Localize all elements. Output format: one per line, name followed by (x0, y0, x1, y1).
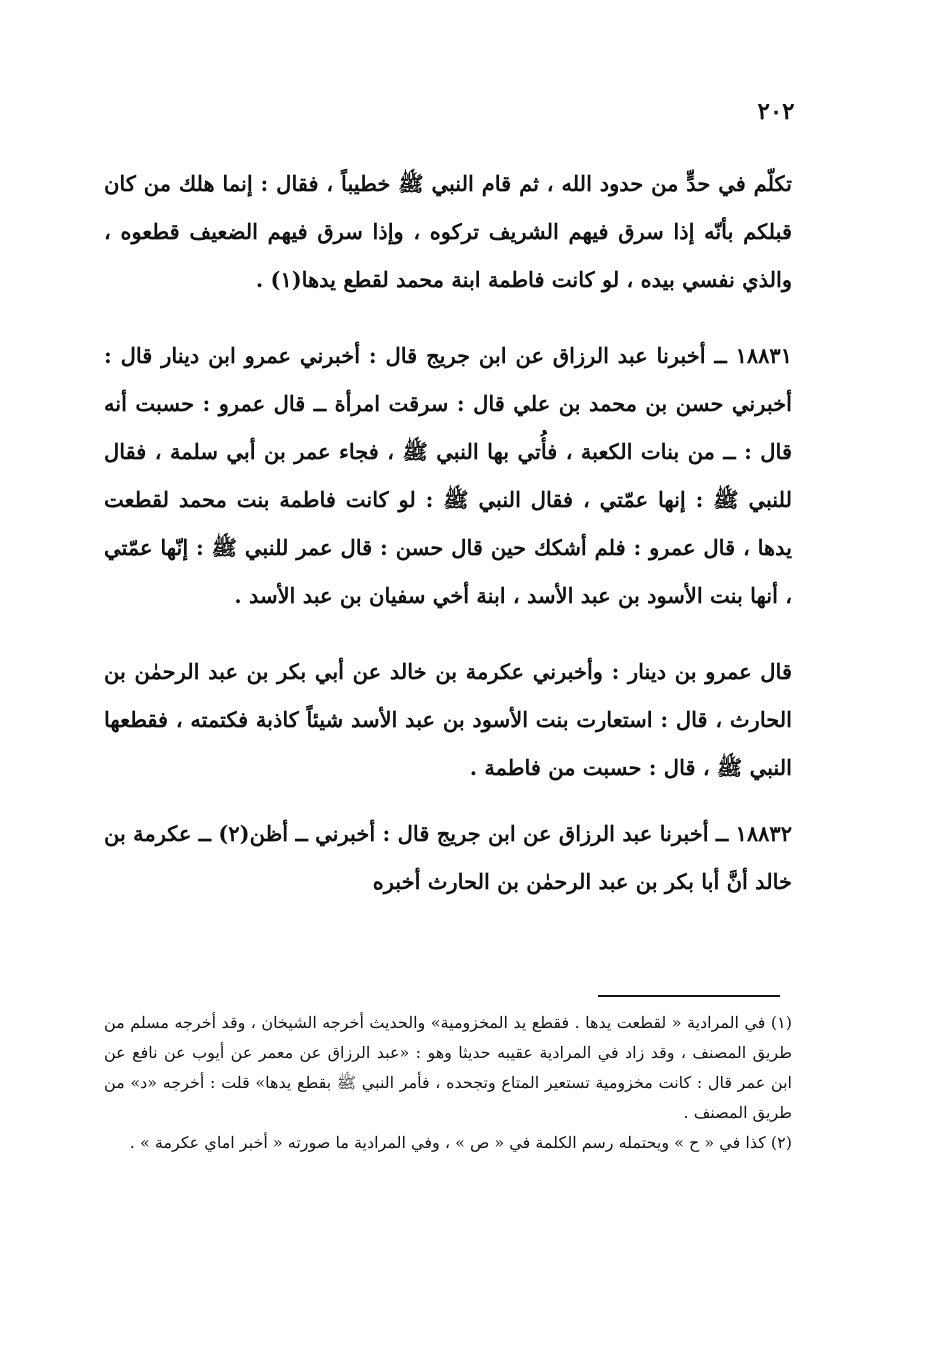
footnote-divider (598, 995, 780, 997)
hadith-18832: ١٨٨٣٢ ــ أخبرنا عبد الرزاق عن ابن جريج قال : أخبرني ــ أظن(٢) ــ عكرمة بن خالد أنَّ أبا بكر بن عبد الرحمٰن بن الحارث أخبره (104, 821, 792, 894)
footnote-1: (١) في المرادية « لقطعت يدها . فقطع يد المخزومية» والحديث أخرجه الشيخان ، وقد أخرجه مسلم من طريق المصنف ، وقد زاد في المرادية عقيبه حديثا وهو : «عبد الرزاق عن معمر عن أيوب عن نافع عن ابن عمر قال : كانت مخزومية تستعير المتاع وتجحده ، فأمر النبي ﷺ بقطع يدها» قلت : أخرجه «د» من طريق المصنف . (104, 1013, 793, 1122)
page-number: ٢٠٢ (757, 98, 795, 125)
narration-amr: قال عمرو بن دينار : وأخبرني عكرمة بن خالد عن أبي بكر بن عبد الرحمٰن بن الحارث ، قال : استعارت بنت الأسود بن عبد الأسد شيئاً كاذبة فكتمته ، فقطعها النبي ﷺ ، قال : حسبت من فاطمة . (104, 659, 792, 780)
hadith-18831: ١٨٨٣١ ــ أخبرنا عبد الرزاق عن ابن جريج قال : أخبرني عمرو ابن دينار قال : أخبرني حسن بن محمد بن علي قال : سرقت امرأة ــ قال عمرو : حسبت أنه قال : ــ من بنات الكعبة ، فأُتي بها النبي ﷺ ، فجاء عمر بن أبي سلمة ، فقال للنبي ﷺ : إنها عمّتي ، فقال النبي ﷺ : لو كانت فاطمة بنت محمد لقطعت يدها ، قال عمرو : فلم أشكك حين قال حسن : قال عمر للنبي ﷺ : إنّها عمّتي ، أنها بنت الأسود بن عبد الأسد ، ابنة أخي سفيان بن عبد الأسد . (104, 343, 792, 608)
paragraph-continuation: تكلّم في حدٍّ من حدود الله ، ثم قام النبي ﷺ خطيباً ، فقال : إنما هلك من كان قبلكم بأنّه إذا سرق فيهم الشريف تركوه ، وإذا سرق فيهم الضعيف قطعوه ، والذي نفسي بيده ، لو كانت فاطمة ابنة محمد لقطع يدها(١) . (104, 171, 792, 292)
footnote-2: (٢) كذا في « ح » ويحتمله رسم الكلمة في « ص » ، وفي المرادية ما صورته « أخبر اماي عكرمة » . (129, 1133, 792, 1152)
main-text (104, 160, 792, 906)
footnotes (104, 1008, 792, 1158)
